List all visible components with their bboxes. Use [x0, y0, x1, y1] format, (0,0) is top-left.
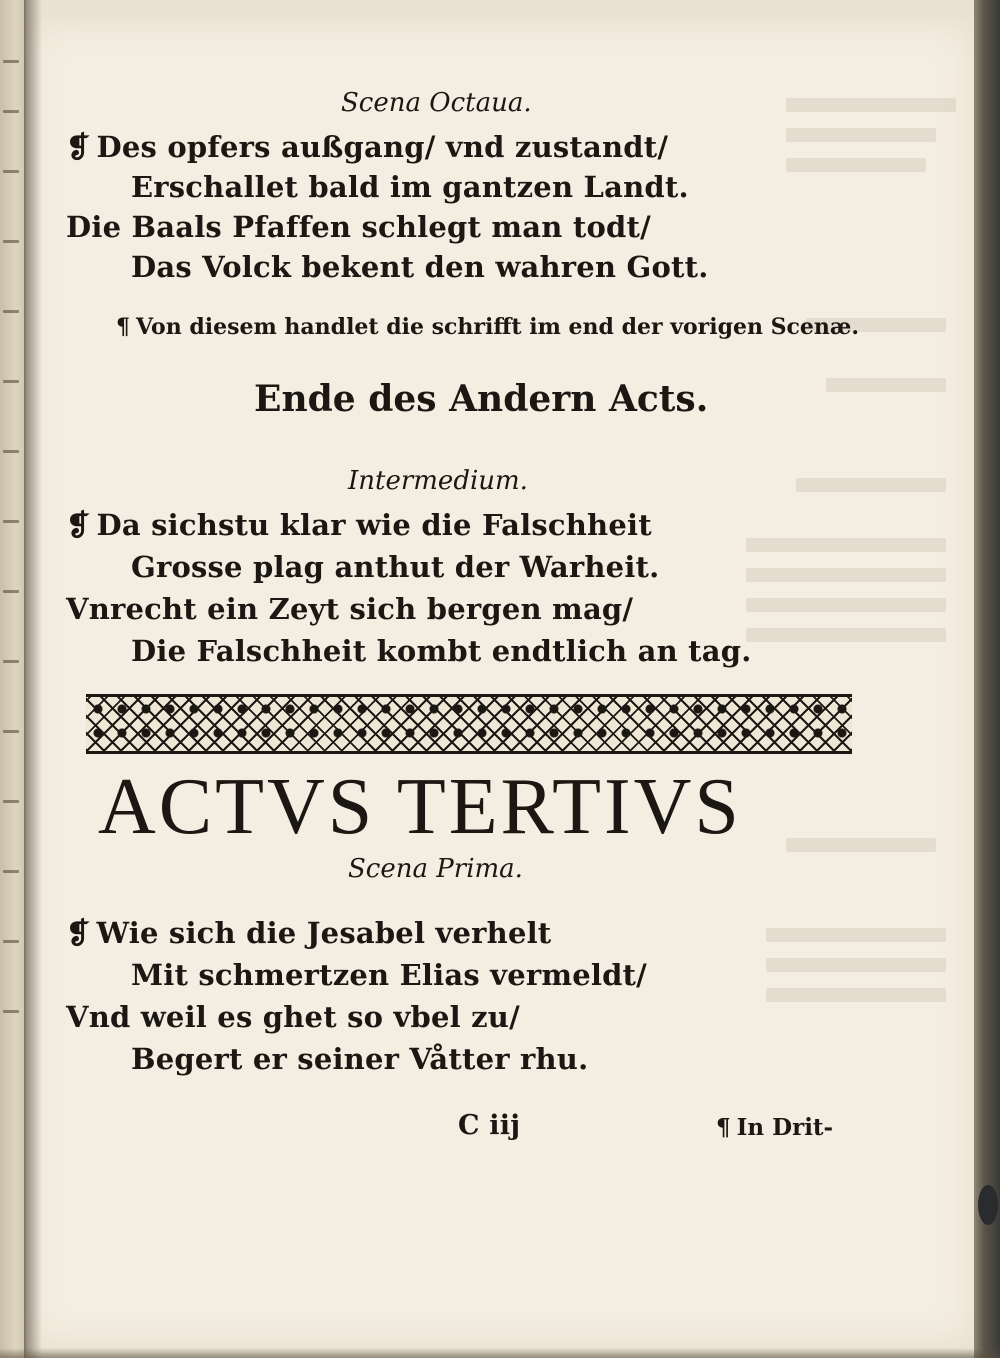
- catchword: ¶ In Drit-: [716, 1114, 834, 1141]
- verse-line: Grosse plag anthut der Warheit.: [131, 550, 660, 584]
- note-mark-icon: ¶: [716, 1114, 731, 1141]
- verse-line: Vnd weil es ghet so vbel zu/: [66, 1000, 520, 1034]
- right-edge: [974, 0, 1000, 1358]
- verse-line: ❡ Des opfers außgang/ vnd zustandt/: [66, 130, 669, 164]
- verse-line: ❡ Da sichstu klar wie die Falschheit: [66, 508, 652, 542]
- pilcrow-icon: ❡: [66, 508, 91, 542]
- scena-prima-title: Scena Prima.: [348, 854, 523, 884]
- verse-line: Das Volck bekent den wahren Gott.: [131, 250, 709, 284]
- bottom-edge: [0, 1348, 1000, 1358]
- book-page: [26, 18, 976, 1348]
- note-mark-icon: ¶: [116, 314, 130, 340]
- page-text: [26, 18, 976, 1348]
- verse-line: ❡ Wie sich die Jesabel verhelt: [66, 916, 552, 950]
- act-end-heading: Ende des Andern Acts.: [254, 378, 709, 420]
- scan-marker: [978, 1185, 998, 1225]
- verse-line: Die Baals Pfaffen schlegt man todt/: [66, 210, 651, 244]
- facing-page-edge: [0, 0, 26, 1358]
- pilcrow-icon: ❡: [66, 130, 91, 164]
- verse-line: Begert er seiner Våtter rhu.: [131, 1042, 589, 1076]
- scena-octava-title: Scena Octaua.: [341, 88, 532, 118]
- verse-line: Vnrecht ein Zeyt sich bergen mag/: [66, 592, 634, 626]
- act-title: ACTVS TERTIVS: [98, 763, 742, 851]
- ornamental-border: [86, 694, 852, 754]
- pilcrow-icon: ❡: [66, 916, 91, 950]
- verse-line: Die Falschheit kombt endtlich an tag.: [131, 634, 752, 668]
- intermedium-title: Intermedium.: [348, 466, 528, 496]
- signature-mark: C iij: [458, 1110, 521, 1141]
- scene-note: ¶ Von diesem handlet die schrifft im end der vorigen Scenæ.: [116, 314, 860, 340]
- verse-line: Mit schmertzen Elias vermeldt/: [131, 958, 647, 992]
- verse-line: Erschallet bald im gantzen Landt.: [131, 170, 689, 204]
- spine-shadow: [24, 0, 42, 1358]
